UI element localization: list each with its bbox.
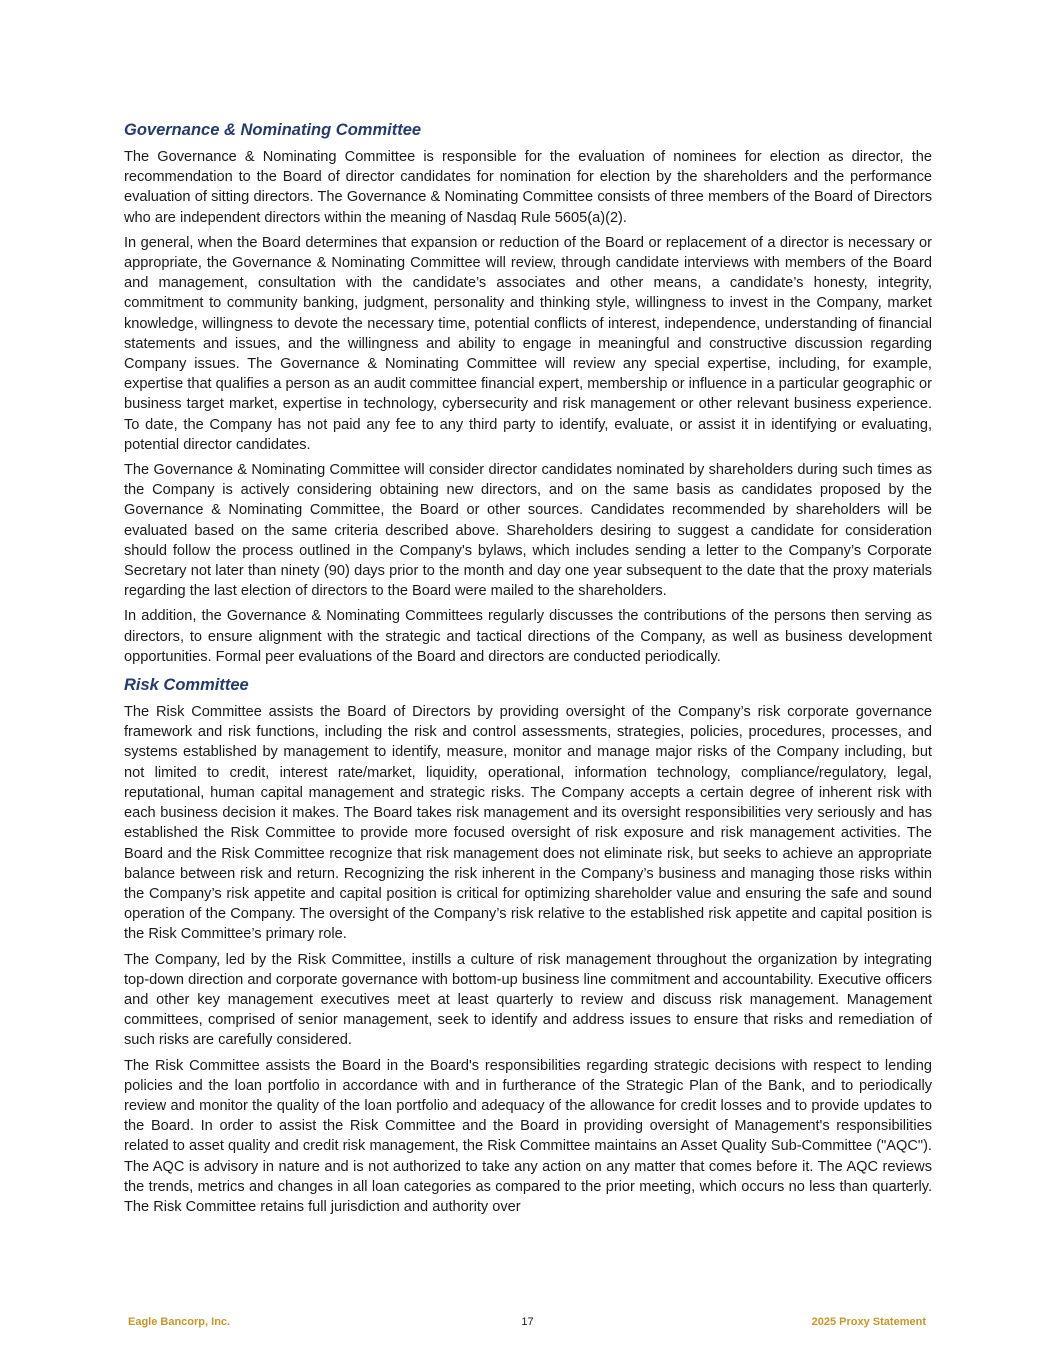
governance-nominating-heading: Governance & Nominating Committee (124, 121, 422, 139)
paragraph: The Governance & Nominating Committee will consider director candidates nominated by shareholders during such times as the Company is actively considering obtaining new directors, and on the same basis as candidates proposed by the Governance & Nominating Committee, the Board or other sources. Candidates recommended by shareholders will be evaluated based on the same criteria described above. Shareholders desiring to suggest a candidate for consideration should follow the process outlined in the Company's bylaws, which includes sending a letter to the Company’s Corporate Secretary not later than ninety (90) days prior to the month and day one year subsequent to the date that the proxy materials regarding the last election of directors to the Board were mailed to the shareholders. (124, 462, 932, 600)
page-footer (0, 1316, 1055, 1332)
paragraph: The Company, led by the Risk Committee, instills a culture of risk management throughout the organization by integrating top-down direction and corporate governance with bottom-up business line commitment and accountability. Executive officers and other key management executives meet at least quarterly to review and discuss risk management. Management committees, comprised of senior management, seek to identify and address issues to ensure that risks and remediation of such risks are carefully considered. (124, 951, 932, 1049)
paragraph: In addition, the Governance & Nominating Committees regularly discusses the contributions of the persons then serving as directors, to ensure alignment with the strategic and tactical directions of the Company, as well as business development opportunities. Formal peer evaluations of the Board and directors are conducted periodically. (124, 608, 932, 665)
footer-company-name: Eagle Bancorp, Inc. (128, 1316, 231, 1328)
page-content (124, 118, 932, 1222)
paragraph: The Risk Committee assists the Board of Directors by providing oversight of the Company’s risk corporate governance framework and risk functions, including the risk and control assessments, strategies, policies, procedures, processes, and systems established by management to identify, measure, monitor and manage major risks of the Company including, but not limited to credit, interest rate/market, liquidity, operational, information technology, compliance/regulatory, legal, reputational, human capital management and strategic risks. The Company accepts a certain degree of inherent risk with each business decision it makes. The Board takes risk management and its oversight responsibilities very seriously and has established the Risk Committee to provide more focused oversight of risk exposure and risk management activities. The Board and the Risk Committee recognize that risk management does not eliminate risk, but seeks to achieve an appropriate balance between risk and return. Recognizing the risk inherent in the Company’s business and managing those risks within the Company’s risk appetite and capital position is critical for optimizing shareholder value and ensuring the safe and sound operation of the Company. The oversight of the Company’s risk relative to the established risk appetite and capital position is the Risk Committee’s primary role. (124, 704, 932, 943)
page-number: 17 (521, 1316, 534, 1328)
risk-committee-section (124, 673, 932, 1217)
risk-committee-heading: Risk Committee (124, 676, 249, 695)
paragraph: In general, when the Board determines that expansion or reduction of the Board or replacement of a director is necessary or appropriate, the Governance & Nominating Committee will review, through candidate interviews with members of the Board and management, consultation with the candidate’s associates and other means, a candidate’s honesty, integrity, commitment to community banking, judgment, personality and thinking style, willingness to invest in the Company, market knowledge, willingness to devote the necessary time, potential conflicts of interest, independence, understanding of financial statements and issues, and the willingness and ability to engage in meaningful and constructive discussion regarding Company issues. The Governance & Nominating Committee will review any special expertise, including, for example, expertise that qualifies a person as an audit committee financial expert, membership or influence in a particular geographic or business target market, expertise in technology, cybersecurity and risk management or other relevant business experience. To date, the Company has not paid any fee to any third party to identify, evaluate, or assist it in identifying or evaluating, potential director candidates. (124, 234, 932, 453)
paragraph: The Risk Committee assists the Board in the Board's responsibilities regarding strategic decisions with respect to lending policies and the loan portfolio in accordance with and in furtherance of the Strategic Plan of the Bank, and to periodically review and monitor the quality of the loan portfolio and adequacy of the allowance for credit losses and to provide updates to the Board. In order to assist the Risk Committee and the Board in providing oversight of Management's responsibilities related to asset quality and credit risk management, the Risk Committee maintains an Asset Quality Sub-Committee ("AQC"). The AQC is advisory in nature and is not authorized to take any action on any matter that comes before it. The AQC reviews the trends, metrics and changes in all loan categories as compared to the prior meeting, which occurs no less than quarterly. The Risk Committee retains full jurisdiction and authority over (124, 1057, 932, 1215)
governance-nominating-section (124, 118, 932, 667)
paragraph: The Governance & Nominating Committee is responsible for the evaluation of nominees for election as director, the recommendation to the Board of director candidates for nomination for election by the shareholders and the performance evaluation of sitting directors. The Governance & Nominating Committee consists of three members of the Board of Directors who are independent directors within the meaning of Nasdaq Rule 5605(a)(2). (124, 149, 932, 226)
footer-document-title: 2025 Proxy Statement (811, 1316, 926, 1328)
